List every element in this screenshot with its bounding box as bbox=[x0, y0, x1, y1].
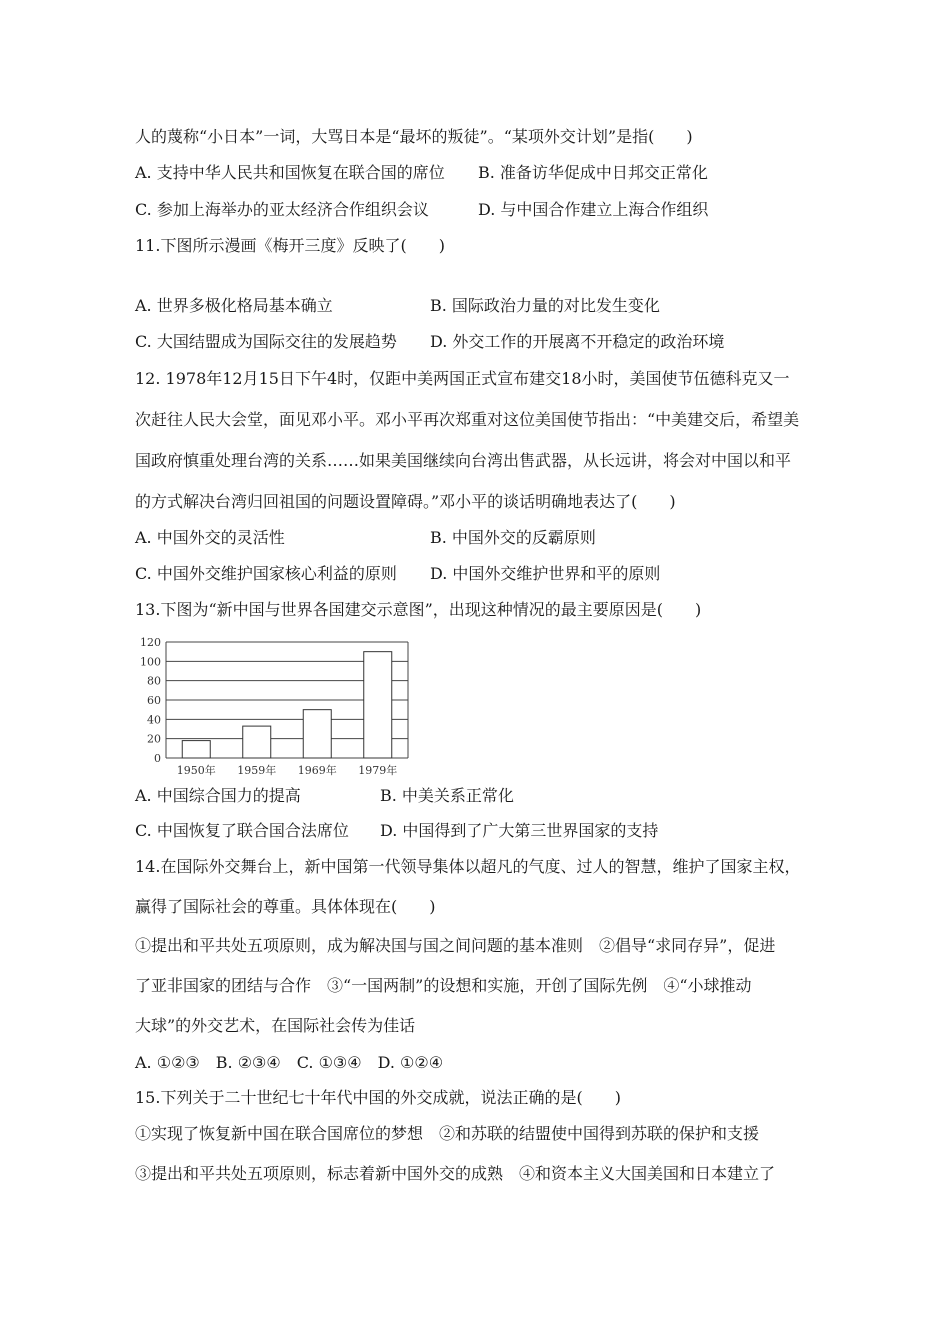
bar-1959年 bbox=[243, 726, 271, 758]
bar-1979年 bbox=[364, 652, 392, 758]
q14-item-line-2: 了亚非国家的团结与合作 ③“一国两制”的设想和实施，开创了国际先例 ④“小球推动 bbox=[135, 976, 752, 995]
q10-option-b: B. 准备访华促成中日邦交正常化 bbox=[478, 163, 708, 182]
y-tick-label: 100 bbox=[140, 655, 161, 669]
q14-item-line-3: 大球”的外交艺术，在国际社会传为佳话 bbox=[135, 1016, 416, 1035]
q10-option-c: C. 参加上海举办的亚太经济合作组织会议 bbox=[135, 200, 429, 219]
q11-option-a: A. 世界多极化格局基本确立 bbox=[135, 296, 333, 315]
bar-1950年 bbox=[182, 741, 210, 758]
q15-stem: 15.下列关于二十世纪七十年代中国的外交成就，说法正确的是( ) bbox=[135, 1088, 621, 1107]
diplomatic-relations-bar-chart bbox=[130, 632, 420, 780]
q12-stem-line-1: 12. 1978年12月15日下午4时，仅距中美两国正式宣布建交18小时，美国使节伍德科克又一 bbox=[135, 369, 790, 388]
q10-option-d: D. 与中国合作建立上海合作组织 bbox=[478, 200, 709, 219]
q12-option-a: A. 中国外交的灵活性 bbox=[135, 528, 285, 547]
y-tick-label: 120 bbox=[140, 636, 161, 649]
q12-stem-line-2: 次赶往人民大会堂，面见邓小平。邓小平再次郑重对这位美国使节指出：“中美建交后，希望美 bbox=[135, 410, 800, 429]
y-tick-label: 60 bbox=[147, 694, 161, 707]
q12-stem-line-4: 的方式解决台湾归回祖国的问题设置障碍。”邓小平的谈话明确地表达了( ) bbox=[135, 492, 676, 511]
x-tick-label: 1979年 bbox=[358, 764, 398, 777]
q12-option-c: C. 中国外交维护国家核心利益的原则 bbox=[135, 564, 397, 583]
q13-option-d: D. 中国得到了广大第三世界国家的支持 bbox=[380, 821, 659, 840]
y-tick-label: 20 bbox=[147, 732, 161, 746]
q14-item-line-1: ①提出和平共处五项原则，成为解决国与国之间问题的基本准则 ②倡导“求同存异”，促进 bbox=[135, 936, 776, 955]
y-tick-label: 0 bbox=[154, 752, 161, 765]
q14-options: A. ①②③ B. ②③④ C. ①③④ D. ①②④ bbox=[135, 1053, 444, 1072]
bar-1969年 bbox=[303, 710, 331, 758]
x-tick-label: 1950年 bbox=[176, 764, 216, 777]
q13-stem: 13.下图为“新中国与世界各国建交示意图”，出现这种情况的最主要原因是( ) bbox=[135, 600, 702, 619]
y-tick-label: 40 bbox=[147, 713, 161, 727]
q10-stem-tail: 人的蔑称“小日本”一词，大骂日本是“最坏的叛徒”。“某项外交计划”是指( ) bbox=[135, 127, 693, 146]
q12-stem-line-3: 国政府慎重处理台湾的关系……如果美国继续向台湾出售武器，从长远讲，将会对中国以和平 bbox=[135, 451, 792, 470]
q15-item-line-2: ③提出和平共处五项原则，标志着新中国外交的成熟 ④和资本主义大国美国和日本建立了 bbox=[135, 1164, 776, 1183]
y-tick-label: 80 bbox=[147, 674, 161, 688]
q11-option-b: B. 国际政治力量的对比发生变化 bbox=[430, 296, 660, 315]
q12-option-b: B. 中国外交的反霸原则 bbox=[430, 528, 596, 547]
q13-option-c: C. 中国恢复了联合国合法席位 bbox=[135, 821, 349, 840]
x-tick-label: 1969年 bbox=[297, 764, 337, 777]
q15-item-line-1: ①实现了恢复新中国在联合国席位的梦想 ②和苏联的结盟使中国得到苏联的保护和支援 bbox=[135, 1124, 760, 1143]
q11-stem: 11.下图所示漫画《梅开三度》反映了( ) bbox=[135, 236, 445, 255]
q14-stem-line-1: 14.在国际外交舞台上，新中国第一代领导集体以超凡的气度、过人的智慧，维护了国家主权， bbox=[135, 857, 801, 876]
q10-option-a: A. 支持中华人民共和国恢复在联合国的席位 bbox=[135, 163, 445, 182]
q13-option-a: A. 中国综合国力的提高 bbox=[135, 786, 301, 805]
x-tick-label: 1959年 bbox=[237, 764, 277, 777]
q14-stem-line-2: 赢得了国际社会的尊重。具体体现在( ) bbox=[135, 897, 436, 916]
q12-option-d: D. 中国外交维护世界和平的原则 bbox=[430, 564, 661, 583]
q11-option-d: D. 外交工作的开展离不开稳定的政治环境 bbox=[430, 332, 725, 351]
q11-option-c: C. 大国结盟成为国际交往的发展趋势 bbox=[135, 332, 397, 351]
q13-option-b: B. 中美关系正常化 bbox=[380, 786, 514, 805]
